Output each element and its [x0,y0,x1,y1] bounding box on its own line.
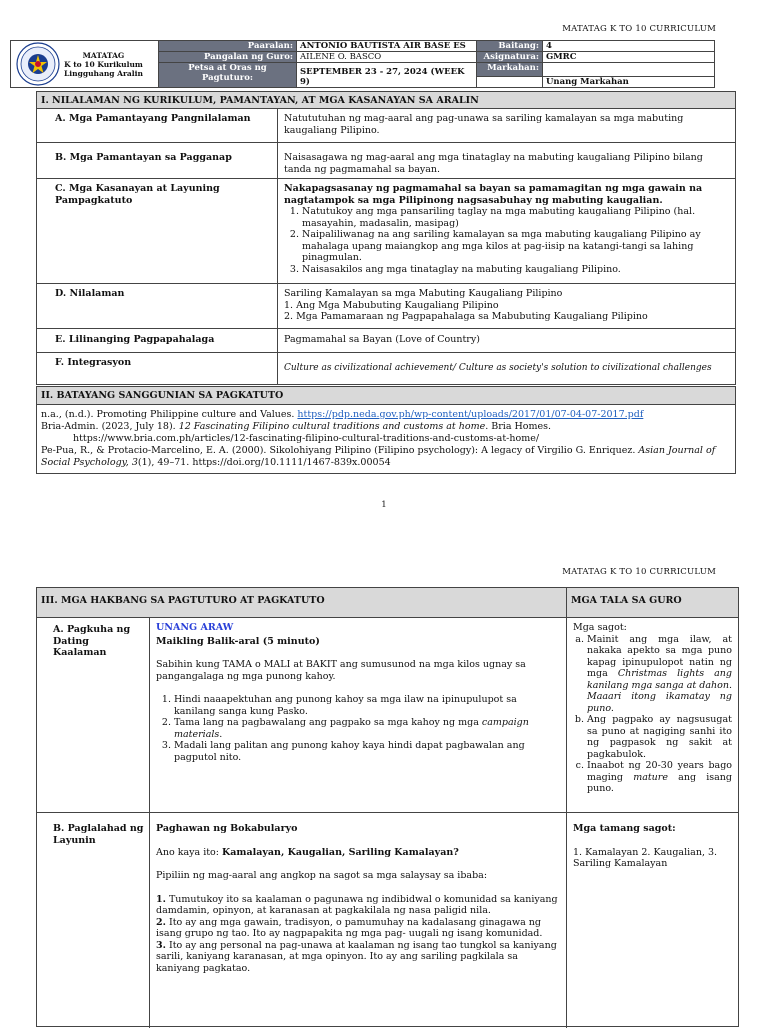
step-row-b [37,813,738,1028]
notes-title: MGA TALA SA GURO [571,595,682,606]
row-d-line: Sariling Kamalayan sa mga Mabuting Kaugaliang Pilipino [284,288,563,299]
step-b-notes [567,813,738,1028]
row-c-intro: Nakapagsasanay ng pagmamahal sa bayan sa pamamagitan ng mga gawain na nagtatampok sa mga Pilipinong nagsasabuhay ng mabuting kaugalian. [284,183,703,206]
guro-value: AILENE O. BASCO [297,52,477,63]
markahan-label: Markahan: [477,63,543,77]
item-number: 1. [156,893,166,905]
curriculum-label: MATATAG K TO 10 CURRICULUM [562,567,716,577]
section-steps [36,587,739,1027]
reference-text: n.a., (n.d.). Promoting Philippine culture and Values. [41,409,298,420]
step-b-question [156,847,560,859]
logo-line-3: Lingguhang Aralin [64,68,143,78]
note-text-italic: mature [633,771,668,783]
markahan-spacer [477,77,543,88]
list-text-italic: campaign materials [174,717,529,740]
reference-link[interactable]: https://pdp.neda.gov.ph/wp-content/uploads/2017/01/07-04-07-2017.pdf [297,409,644,420]
row-d-line: 2. Mga Pamamaraan ng Pagpapahalaga sa Mabubuting Kaugaliang Pilipino [284,311,648,322]
step-b-label: B. Paglalahad ng Layunin [37,813,150,1028]
reference-item [41,421,731,433]
list-text: . [219,728,223,740]
deped-seal-icon [16,42,60,86]
guro-label: Pangalan ng Guro: [159,52,297,63]
list-item [156,894,560,917]
item-text: Tumutukoy ito sa kaalaman o pagunawa ng indibidwal o komunidad sa kaniyang damdamin, opinyon, at karanasan at pagkakilala ng nasa paligid nila. [156,893,558,916]
list-item: 1. Hindi naaapektuhan ang punong kahoy sa mga ilaw na ipinupulupot sa kanilang sanga kung Pasko. [174,694,560,717]
list-text: Tama lang na pagbawalang ang pagpako sa mga kahoy ng mga [174,717,482,728]
step-a-subtitle: Maikling Balik-aral (5 minuto) [156,635,320,647]
notes-heading: Mga tamang sagot: [573,823,676,834]
logo-line-1: MATATAG [82,50,125,60]
reference-item [41,409,731,421]
markahan-blank [543,63,715,77]
note-item [587,634,732,715]
row-f-label: F. Integrasyon [37,353,278,384]
step-b-content [150,813,567,1028]
row-f-text: Culture as civilizational achievement/ Culture as society's solution to civilizational challenges [284,363,712,373]
page-number: 1 [381,500,387,510]
steps-title: III. MGA HAKBANG SA PAGTUTURO AT PAGKATUTO [37,588,567,617]
list-item: 1. Natutukoy ang mga pansariling taglay na mga mabuting kaugaliang Pilipino (hal. masayahin, madasalin, masipag) [302,206,729,229]
list-item [156,940,560,975]
reference-text: . Bria Homes. [485,421,552,432]
step-a-list [156,694,560,763]
row-a-text: Natututuhan ng mag-aaral ang pag-unawa sa sariling kamalayan sa mga mabuting kaugaliang Pilipino. [284,113,684,136]
row-e-text: Pagmamahal sa Bayan (Love of Country) [284,334,480,345]
logo-cell [11,41,159,88]
row-a [37,109,735,142]
row-e-label: E. Lilinanging Pagpapahalaga [37,329,278,352]
paaralan-label: Paaralan: [159,41,297,52]
asignatura-value: GMRC [543,52,715,63]
logo-line-2: K to 10 Kurikulum [64,59,143,69]
step-b-instruction: Pipiliin ng mag-aaral ang angkop na sagot sa mga salaysay sa ibaba: [156,870,488,881]
day-label: UNANG ARAW [156,622,234,633]
reference-title: 12 Fascinating Filipino cultural traditions and customs at home [178,421,486,432]
baitang-value: 4 [543,41,715,52]
step-row-a [37,618,738,813]
row-d-line: 1. Ang Mga Mabubuting Kaugaliang Pilipino [284,299,499,311]
row-c-content [278,179,735,283]
reference-text: (1), 49–71. https://doi.org/10.1111/1467-839x.00054 [137,457,391,468]
section-title: II. BATAYANG SANGGUNIAN SA PAGKATUTO [37,387,735,405]
row-d [37,283,735,328]
petsa-label: Petsa at Oras ng Pagtuturo: [159,63,297,88]
section-curriculum [36,91,736,385]
row-d-content [278,284,735,328]
steps-header [37,588,738,618]
list-item: 3. Madali lang palitan ang punong kahoy kaya hindi dapat pagbawalan ang pagputol nito. [174,740,560,763]
row-c-list [284,206,729,275]
step-a-instruction: Sabihin kung TAMA o MALI at BAKIT ang sumusunod na mga kilos ugnay sa pangangalaga ng mga punong kahoy. [156,659,526,682]
header-table [10,40,715,88]
note-text: ang isang puno. [587,771,732,794]
row-c [37,178,735,283]
section-title: I. NILALAMAN NG KURIKULUM, PAMANTAYAN, AT MGA KASANAYAN SA ARALIN [37,92,735,109]
step-a-content [150,618,567,812]
row-b-text: Naisasagawa ng mag-aaral ang mga tinataglay na mabuting kaugaliang Pilipino bilang tanda ng pagmamahal sa bayan. [284,152,703,175]
notes-list [573,634,732,795]
notes-heading: Mga sagot: [573,622,627,633]
list-item [156,917,560,940]
step-b-items [156,894,560,975]
step-a-notes [567,618,738,812]
row-b [37,142,735,178]
paaralan-value: ANTONIO BAUTISTA AIR BASE ES [297,41,477,52]
reference-url: https://www.bria.com.ph/articles/12-fascinating-filipino-cultural-traditions-and-customs-at-home/ [73,433,540,444]
question-text: Ano kaya ito: [156,846,222,858]
notes-answers: 1. Kamalayan 2. Kaugalian, 3. Sariling Kamalayan [573,846,718,869]
list-item [174,717,560,740]
reference-item [41,445,731,469]
row-d-label: D. Nilalaman [37,284,278,328]
note-text: Mainit ang mga ilaw, at nakaka apekto sa mga puno kapag ipinupulopot natin ng mga [587,633,732,679]
reference-journal: Asian Journal of Social Psychology, 3 [41,445,716,468]
row-b-label: B. Mga Pamantayan sa Pagganap [37,143,278,178]
item-text: Ito ay ang mga gawain, tradisyon, o pamumuhay na kadalasang ginagawa ng isang grupo ng tao. Ito ay nagpapakita ng mga pag- uugali ng isang komunidad. [156,916,543,939]
references-list [37,405,735,473]
list-item: 3. Naisasakilos ang mga tinataglay na mabuting kaugaliang Pilipino. [302,264,729,276]
note-item: b. Ang pagpako ay nagsusugat sa puno at nagiging sanhi ito ng pagpasok ng sakit at pagkabulok. [587,714,732,760]
item-text: Ito ay ang personal na pag-unawa at kaalaman ng isang tao tungkol sa kaniyang sarili, kaniyang karanasan, at mga opinyon. Ito ay ang sariling pagkilala sa kaniyang pagkatao. [156,939,557,974]
row-c-label: C. Mga Kasanayan at Layuning Pampagkatuto [37,179,278,283]
petsa-value: SEPTEMBER 23 - 27, 2024 (WEEK 9) [297,63,477,88]
asignatura-label: Asignatura: [477,52,543,63]
note-text: Inaabot ng 20-30 years bago maging [587,760,732,783]
baitang-label: Baitang: [477,41,543,52]
row-f [37,352,735,384]
note-item [587,760,732,795]
step-a-label: A. Pagkuha ng Dating Kaalaman [37,618,150,812]
row-a-label: A. Mga Pamantayang Pangnilalaman [37,109,278,142]
reference-text: Bria-Admin. (2023, July 18). [41,421,179,432]
row-e [37,328,735,352]
list-item: 2. Naipaliliwanag na ang sariling kamalayan sa mga mabuting kaugaliang Pilipino ay mahalaga upang maiangkop ang mga kilos at pag-iisip na katangi-tangi sa lahing pinagmulan. [302,229,729,264]
markahan-value: Unang Markahan [543,77,715,88]
reference-text: Pe-Pua, R., & Protacio-Marcelino, E. A. (2000). Sikolohiyang Pilipino (Filipino psychology): A legacy of Virgilio G. Enriquez. [41,445,639,456]
item-number: 2. [156,916,166,928]
item-number: 3. [156,939,166,951]
question-terms: Kamalayan, Kaugalian, Sariling Kamalayan? [222,846,459,858]
step-b-subtitle: Paghawan ng Bokabularyo [156,823,298,834]
section-references [36,386,736,474]
curriculum-label: MATATAG K TO 10 CURRICULUM [562,24,716,34]
note-text-italic: Christmas lights ang kanilang mga sanga at dahon. Maaari itong ikamatay ng puno. [587,668,732,714]
